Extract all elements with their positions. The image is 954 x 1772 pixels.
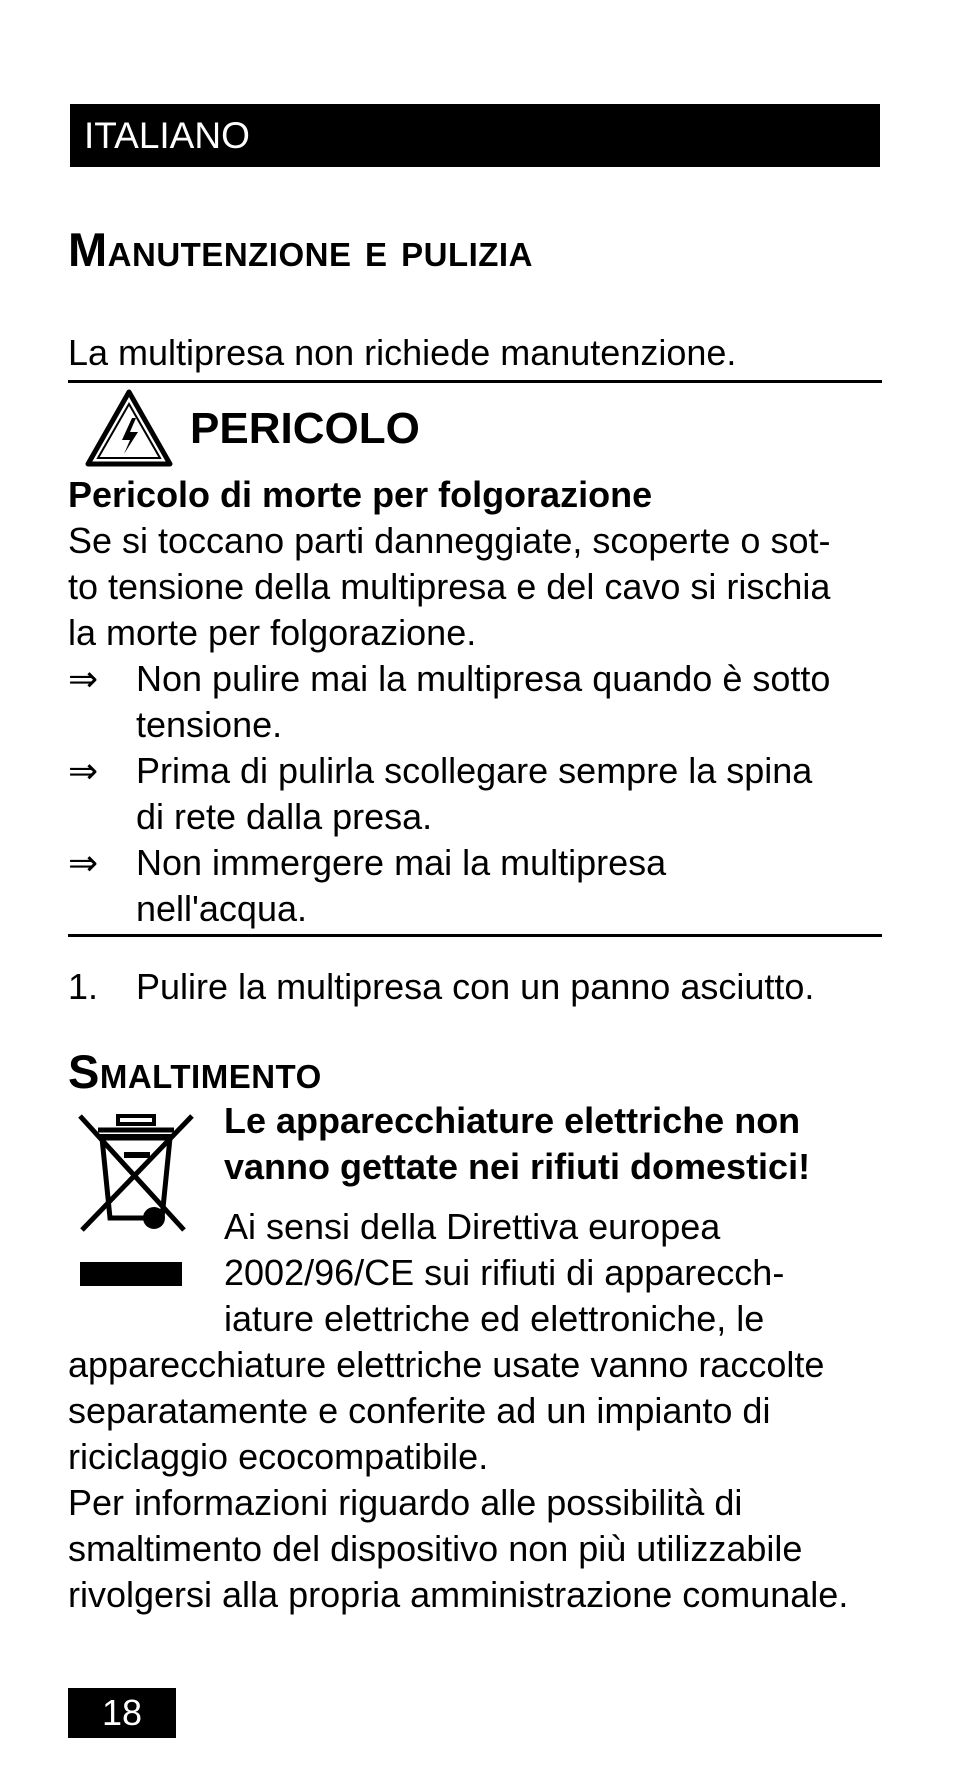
step-text: Pulire la multipresa con un panno asciutto. <box>136 966 815 1007</box>
page-number: 18 <box>68 1688 176 1738</box>
disposal-bold-line: vanno gettate nei rifiuti domestici! <box>224 1146 811 1187</box>
disposal-line: riciclaggio ecocompatibile. <box>68 1436 489 1477</box>
bullet-line: di rete dalla presa. <box>136 796 433 837</box>
bullet-line: Non pulire mai la multipresa quando è sotto <box>136 658 831 699</box>
disposal-line: rivolgersi alla propria amministrazione comunale. <box>68 1574 849 1615</box>
danger-bottom-rule <box>68 934 882 937</box>
maintenance-heading: Manutenzione e pulizia <box>68 223 533 276</box>
bullet-line: tensione. <box>136 704 283 745</box>
disposal-line: iature elettriche ed elettroniche, le <box>224 1298 765 1339</box>
bullet-line: Non immergere mai la multipresa <box>136 842 667 883</box>
bullet-line: nell'acqua. <box>136 888 307 929</box>
crossed-out-wheelie-bin-icon <box>74 1112 198 1298</box>
danger-top-rule <box>68 380 882 383</box>
disposal-line: Per informazioni riguardo alle possibilità di <box>68 1482 743 1523</box>
danger-line-3: la morte per folgorazione. <box>68 612 477 653</box>
maintenance-intro: La multipresa non richiede manutenzione. <box>68 332 737 373</box>
arrow-icon: ⇒ <box>68 842 99 883</box>
danger-line-1: Se si toccano parti danneggiate, scoperte o sot- <box>68 520 831 561</box>
arrow-icon: ⇒ <box>68 750 99 791</box>
disposal-heading: Smaltimento <box>68 1045 322 1098</box>
danger-line-2: to tensione della multipresa e del cavo si rischia <box>68 566 831 607</box>
step-number: 1. <box>68 966 99 1007</box>
disposal-bold-line: Le apparecchiature elettriche non <box>224 1100 801 1141</box>
bullet-line: Prima di pulirla scollegare sempre la spina <box>136 750 813 791</box>
disposal-line: 2002/96/CE sui rifiuti di apparecch- <box>224 1252 785 1293</box>
danger-subtitle: Pericolo di morte per folgorazione <box>68 474 653 515</box>
disposal-line: separatamente e conferite ad un impianto di <box>68 1390 771 1431</box>
disposal-line: smaltimento del dispositivo non più utilizzabile <box>68 1528 803 1569</box>
disposal-line: Ai sensi della Direttiva europea <box>224 1206 721 1247</box>
electric-hazard-icon <box>84 388 174 468</box>
danger-title: PERICOLO <box>190 404 420 453</box>
disposal-line: apparecchiature elettriche usate vanno raccolte <box>68 1344 825 1385</box>
arrow-icon: ⇒ <box>68 658 99 699</box>
language-header: ITALIANO <box>70 104 880 167</box>
